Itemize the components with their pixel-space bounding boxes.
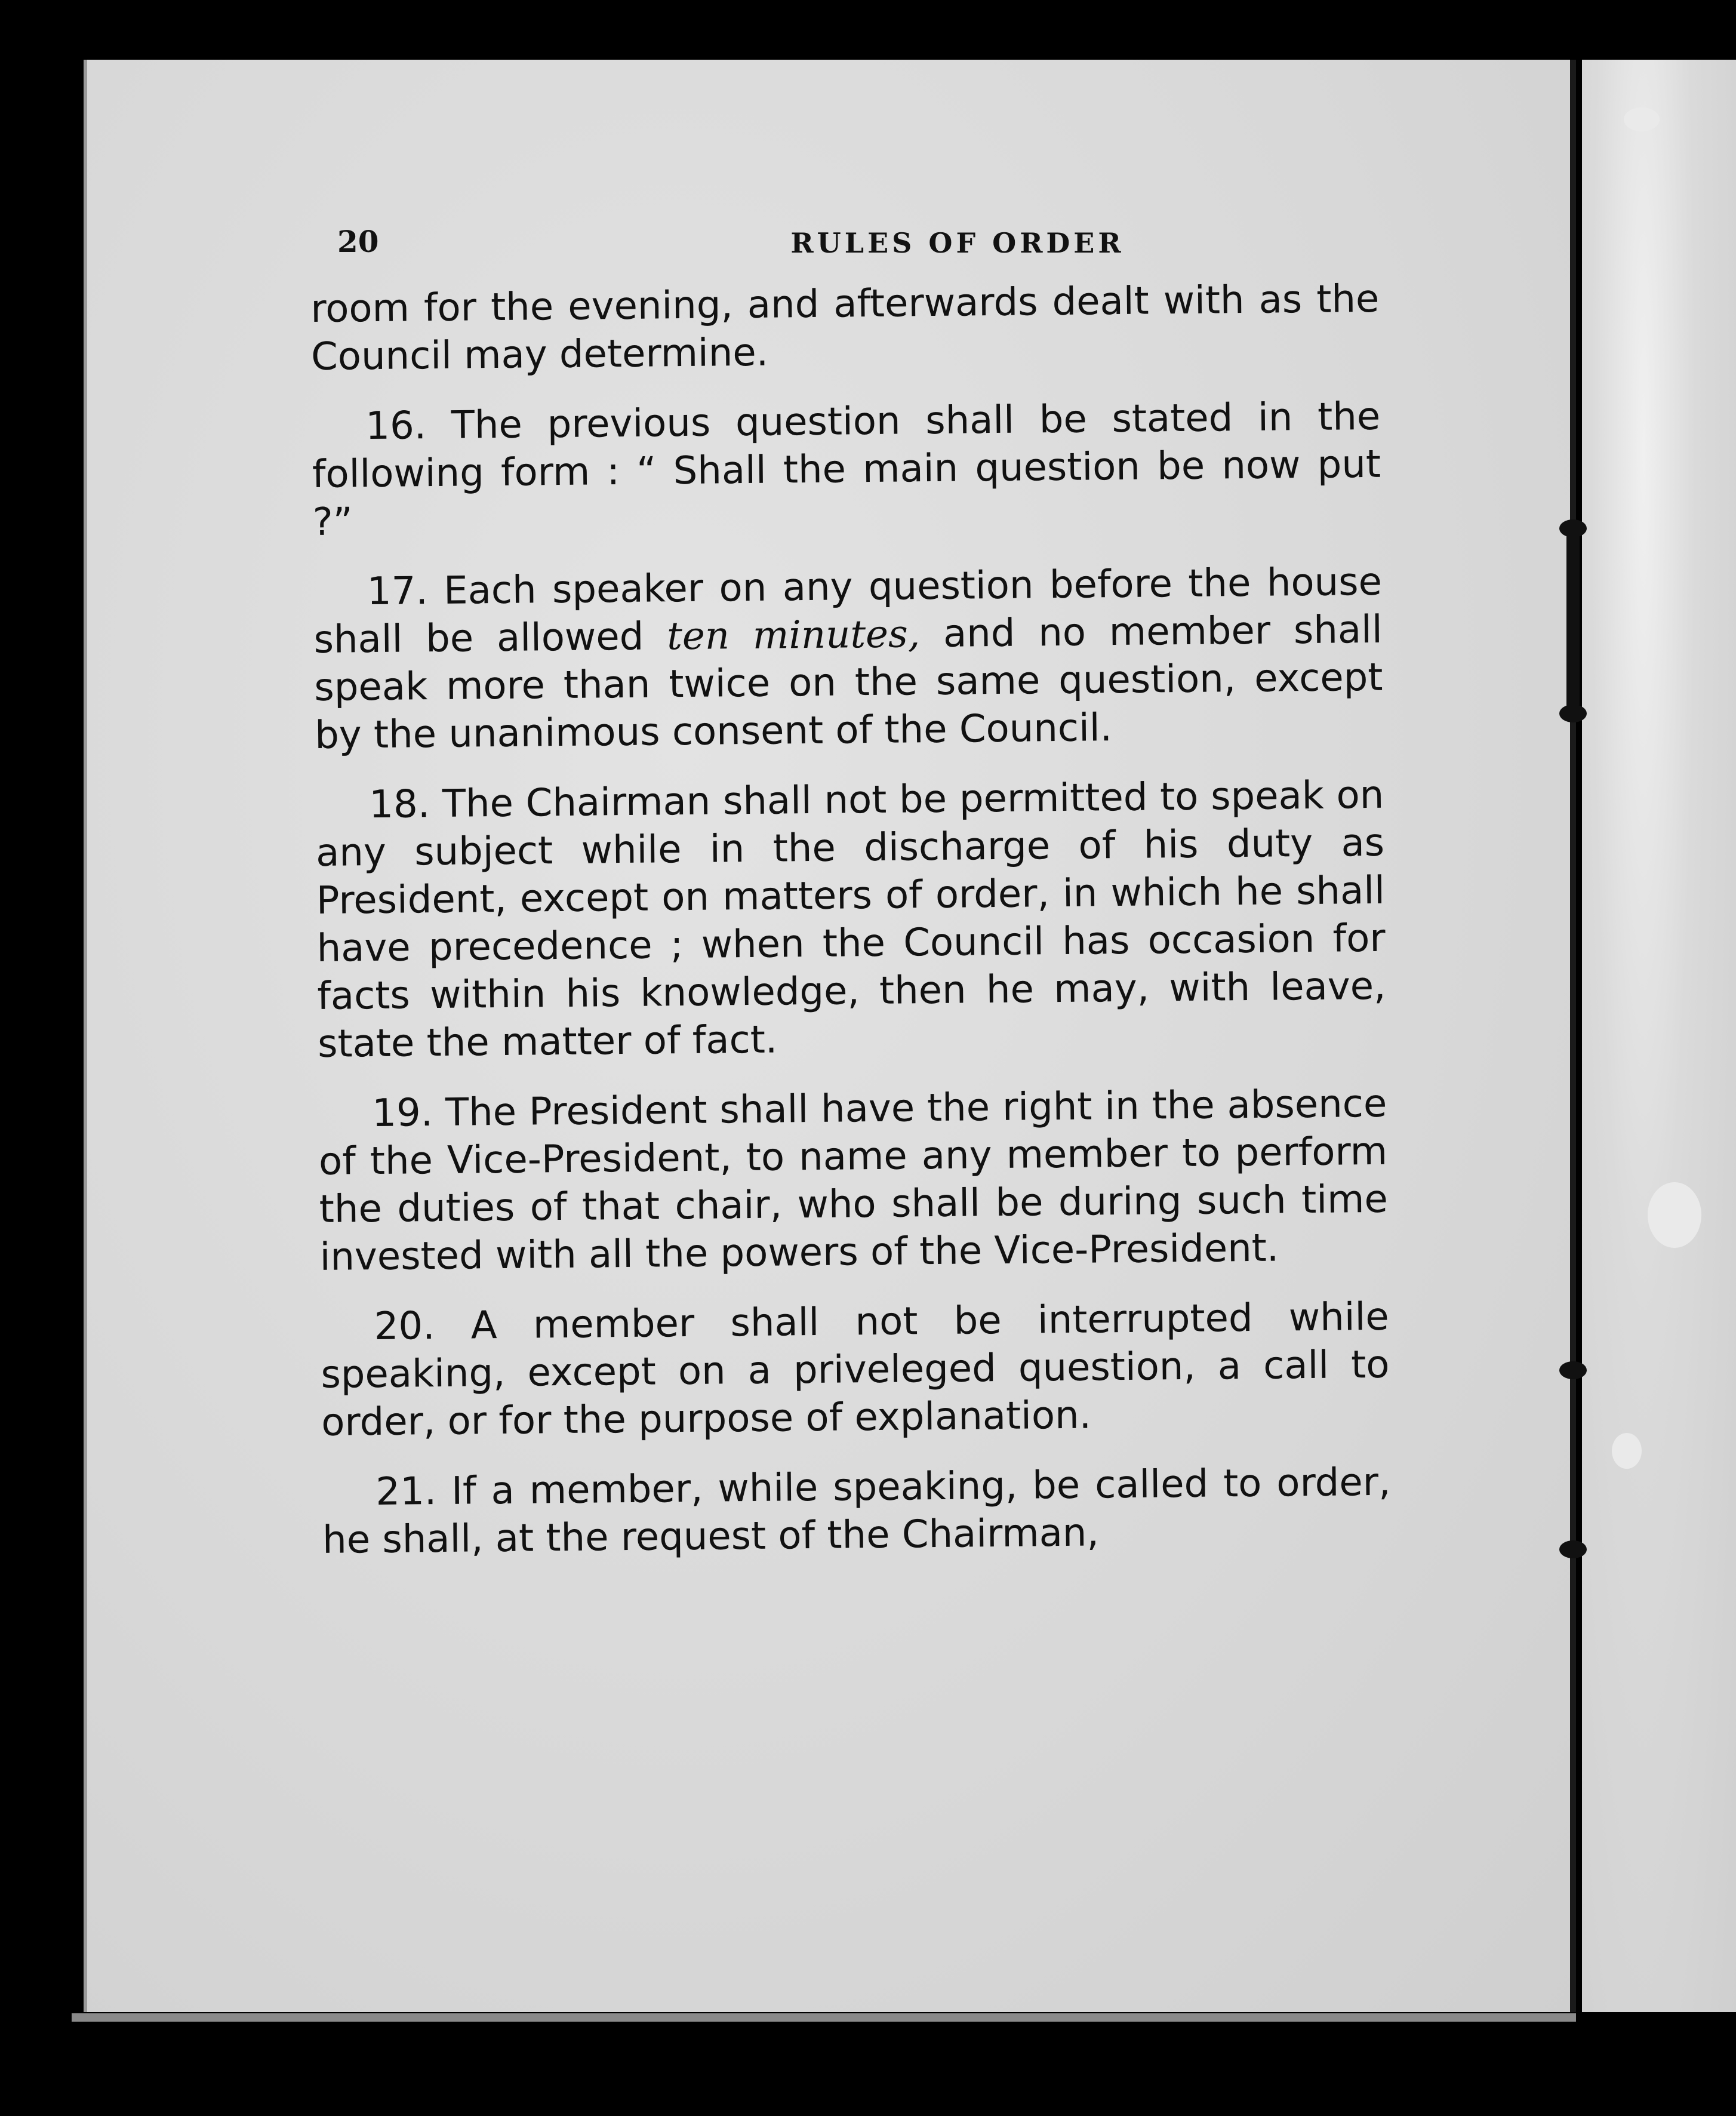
rule-number: 17. [367,569,429,614]
rule-text: A member shall not be interrupted while speaking, except on a priveleged question, a call to order, or for the purpose of explanation. [321,1294,1390,1445]
rule-text: If a member, while speaking, be called to order, he shall, at the request of the Chairman, [322,1460,1391,1563]
rule-text: The previous question shall be stated in the following form : “ Shall the main question be now put ?” [312,394,1381,545]
rule-number: 16. [365,404,427,449]
paragraph-continued [310,275,1380,381]
scan-artifact [1648,1182,1701,1248]
binding-stitch-knot [1559,1361,1587,1379]
rule-19 [318,1080,1389,1281]
scan-artifact [1612,1433,1642,1469]
rule-text: The President shall have the right in the absence of the Vice-President, to name any member to perform the duties of that chair, who shall be during such time invested with all the powers of the Vice-President. [318,1081,1389,1280]
running-title: RULES OF ORDER [790,227,1125,259]
binding-thread [1566,525,1580,716]
rule-20 [320,1293,1390,1447]
rule-emphasis: ten minutes, [666,612,921,659]
rule-number: 21. [375,1469,437,1515]
rule-number: 19. [371,1091,433,1136]
facing-page-edge [1582,60,1736,2012]
page-bottom-edge [72,2013,1576,2022]
binding-stitch-knot [1559,705,1587,722]
binding-gutter [1570,60,1576,2012]
rule-number: 20. [374,1304,435,1349]
rule-21 [322,1459,1391,1564]
rule-text: The Chairman shall not be permitted to speak on any subject while in the discharge of his duty as President, except on matters of order, in which he shall have precedence ; when the Council has occasion for facts within his knowledge, then he may, with leave, state the matter of fact. [315,773,1386,1066]
rule-text: Each speaker on any question before the house shall be allowed [313,559,1383,662]
rule-16 [312,393,1381,546]
paragraph-text: room for the evening, and afterwards dealt with as the Council may determine. [310,276,1380,379]
binding-stitch-knot [1559,1540,1587,1558]
rule-17 [313,558,1384,759]
scan-artifact [1624,107,1660,131]
rule-number: 18. [369,782,430,828]
page-body [310,275,1392,1586]
rule-text-continued: and no member shall speak more than twice on the same question, except by the unanimous consent of the Council. [314,607,1383,758]
page-number: 20 [337,224,379,259]
rule-18 [315,771,1387,1068]
